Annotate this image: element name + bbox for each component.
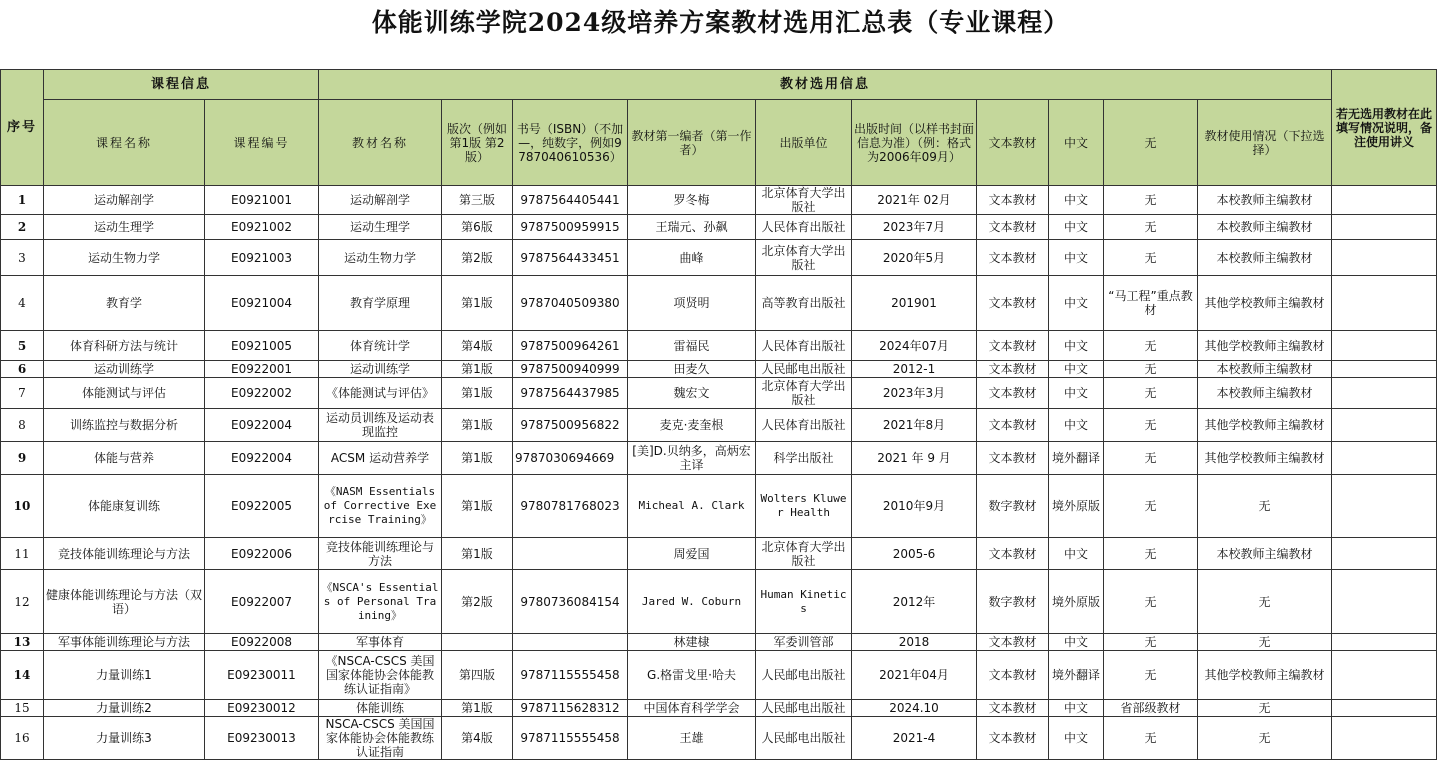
edition-cell bbox=[442, 634, 513, 651]
note-cell bbox=[1332, 475, 1437, 538]
level-cell: 无 bbox=[1104, 570, 1198, 634]
textbook-name-cell: 教育学原理 bbox=[319, 276, 442, 331]
course-code-cell: E0922006 bbox=[205, 538, 319, 570]
isbn-cell: 9780781768023 bbox=[513, 475, 628, 538]
seq-cell: 7 bbox=[1, 378, 44, 409]
text-type-cell: 文本教材 bbox=[977, 442, 1049, 475]
isbn-cell: 9787500956822 bbox=[513, 409, 628, 442]
table-row bbox=[1, 634, 1437, 651]
pub-date-cell: 2018 bbox=[852, 634, 977, 651]
level-cell: 无 bbox=[1104, 442, 1198, 475]
usage-cell: 本校教师主编教材 bbox=[1198, 361, 1332, 378]
course-name-cell: 力量训练2 bbox=[44, 700, 205, 717]
edition-cell: 第2版 bbox=[442, 240, 513, 276]
edition-cell: 第四版 bbox=[442, 651, 513, 700]
edition-cell: 第1版 bbox=[442, 361, 513, 378]
pub-date-cell: 2005-6 bbox=[852, 538, 977, 570]
usage-cell: 其他学校教师主编教材 bbox=[1198, 651, 1332, 700]
usage-cell: 本校教师主编教材 bbox=[1198, 538, 1332, 570]
usage-cell: 无 bbox=[1198, 570, 1332, 634]
table-row bbox=[1, 276, 1437, 331]
usage-cell: 无 bbox=[1198, 700, 1332, 717]
seq-cell: 5 bbox=[1, 331, 44, 361]
isbn-cell: 9787564437985 bbox=[513, 378, 628, 409]
text-type-cell: 文本教材 bbox=[977, 700, 1049, 717]
usage-cell: 其他学校教师主编教材 bbox=[1198, 276, 1332, 331]
note-cell bbox=[1332, 276, 1437, 331]
pub-date-cell: 2024年07月 bbox=[852, 331, 977, 361]
usage-cell: 本校教师主编教材 bbox=[1198, 215, 1332, 240]
text-type-header: 文本教材 bbox=[977, 100, 1049, 186]
usage-cell: 本校教师主编教材 bbox=[1198, 186, 1332, 215]
note-cell bbox=[1332, 186, 1437, 215]
pub-date-cell: 2010年9月 bbox=[852, 475, 977, 538]
pub-date-cell: 2012-1 bbox=[852, 361, 977, 378]
note-cell bbox=[1332, 331, 1437, 361]
level-cell: “马工程”重点教材 bbox=[1104, 276, 1198, 331]
course-name-cell: 力量训练3 bbox=[44, 717, 205, 760]
author-cell: Micheal A. Clark bbox=[628, 475, 756, 538]
text-type-cell: 数字教材 bbox=[977, 475, 1049, 538]
table-row bbox=[1, 378, 1437, 409]
publisher-cell: 军委训管部 bbox=[756, 634, 852, 651]
course-name-cell: 体能与营养 bbox=[44, 442, 205, 475]
course-code-cell: E0922004 bbox=[205, 442, 319, 475]
isbn-cell: 9787500959915 bbox=[513, 215, 628, 240]
level-cell: 无 bbox=[1104, 361, 1198, 378]
publisher-cell: 人民邮电出版社 bbox=[756, 717, 852, 760]
publisher-cell: 北京体育大学出版社 bbox=[756, 538, 852, 570]
level-cell: 无 bbox=[1104, 651, 1198, 700]
course-code-cell: E0922002 bbox=[205, 378, 319, 409]
isbn-cell: 9787115628312 bbox=[513, 700, 628, 717]
note-cell bbox=[1332, 378, 1437, 409]
publisher-cell: 人民体育出版社 bbox=[756, 409, 852, 442]
course-name-cell: 竞技体能训练理论与方法 bbox=[44, 538, 205, 570]
publisher-cell: 人民邮电出版社 bbox=[756, 700, 852, 717]
usage-header: 教材使用情况（下拉选择） bbox=[1198, 100, 1332, 186]
publisher-cell: Human Kinetics bbox=[756, 570, 852, 634]
course-code-cell: E0922008 bbox=[205, 634, 319, 651]
author-cell: G.格雷戈里·哈夫 bbox=[628, 651, 756, 700]
note-cell bbox=[1332, 651, 1437, 700]
level-cell: 无 bbox=[1104, 409, 1198, 442]
edition-cell: 第三版 bbox=[442, 186, 513, 215]
course-name-cell: 军事体能训练理论与方法 bbox=[44, 634, 205, 651]
textbook-name-cell: 运动训练学 bbox=[319, 361, 442, 378]
textbook-name-cell: 《体能测试与评估》 bbox=[319, 378, 442, 409]
textbook-name-cell: 运动生物力学 bbox=[319, 240, 442, 276]
isbn-cell bbox=[513, 634, 628, 651]
textbook-name-cell: 体育统计学 bbox=[319, 331, 442, 361]
note-cell bbox=[1332, 361, 1437, 378]
table-row bbox=[1, 570, 1437, 634]
usage-cell: 其他学校教师主编教材 bbox=[1198, 409, 1332, 442]
author-cell: Jared W. Coburn bbox=[628, 570, 756, 634]
note-cell bbox=[1332, 538, 1437, 570]
note-cell bbox=[1332, 634, 1437, 651]
level-cell: 无 bbox=[1104, 634, 1198, 651]
isbn-header: 书号（ISBN）（不加—，纯数字，例如9787040610536） bbox=[513, 100, 628, 186]
author-cell: 雷福民 bbox=[628, 331, 756, 361]
language-cell: 中文 bbox=[1049, 409, 1104, 442]
level-cell: 无 bbox=[1104, 538, 1198, 570]
text-type-cell: 文本教材 bbox=[977, 651, 1049, 700]
course-code-cell: E09230012 bbox=[205, 700, 319, 717]
course-code-cell: E0922005 bbox=[205, 475, 319, 538]
seq-cell: 6 bbox=[1, 361, 44, 378]
language-cell: 中文 bbox=[1049, 186, 1104, 215]
level-cell: 无 bbox=[1104, 331, 1198, 361]
page-title: 体能训练学院2024级培养方案教材选用汇总表（专业课程） bbox=[371, 8, 1070, 37]
publisher-cell: 人民体育出版社 bbox=[756, 331, 852, 361]
pub-date-cell: 2021年04月 bbox=[852, 651, 977, 700]
publisher-cell: 北京体育大学出版社 bbox=[756, 240, 852, 276]
isbn-cell bbox=[513, 538, 628, 570]
isbn-cell: 9787500940999 bbox=[513, 361, 628, 378]
edition-cell: 第1版 bbox=[442, 538, 513, 570]
seq-cell: 1 bbox=[1, 186, 44, 215]
edition-cell: 第1版 bbox=[442, 442, 513, 475]
text-type-cell: 数字教材 bbox=[977, 570, 1049, 634]
language-cell: 中文 bbox=[1049, 634, 1104, 651]
text-type-cell: 文本教材 bbox=[977, 215, 1049, 240]
pub-date-cell: 2023年3月 bbox=[852, 378, 977, 409]
level-header: 无 bbox=[1104, 100, 1198, 186]
language-cell: 中文 bbox=[1049, 276, 1104, 331]
note-cell bbox=[1332, 215, 1437, 240]
table-row bbox=[1, 331, 1437, 361]
textbook-name-header: 教材名称 bbox=[319, 100, 442, 186]
level-cell: 无 bbox=[1104, 378, 1198, 409]
course-code-cell: E09230013 bbox=[205, 717, 319, 760]
text-type-cell: 文本教材 bbox=[977, 240, 1049, 276]
text-type-cell: 文本教材 bbox=[977, 538, 1049, 570]
language-header: 中文 bbox=[1049, 100, 1104, 186]
course-name-cell: 体能测试与评估 bbox=[44, 378, 205, 409]
author-cell: 中国体育科学学会 bbox=[628, 700, 756, 717]
textbook-info-header: 教材选用信息 bbox=[319, 70, 1332, 100]
language-cell: 中文 bbox=[1049, 240, 1104, 276]
usage-cell: 其他学校教师主编教材 bbox=[1198, 331, 1332, 361]
edition-cell: 第1版 bbox=[442, 276, 513, 331]
edition-header: 版次（例如第1版 第2版） bbox=[442, 100, 513, 186]
textbook-name-cell: 《NASM Essentials of Corrective Exercise Training》 bbox=[319, 475, 442, 538]
course-name-cell: 健康体能训练理论与方法（双语） bbox=[44, 570, 205, 634]
seq-cell: 3 bbox=[1, 240, 44, 276]
usage-cell: 其他学校教师主编教材 bbox=[1198, 442, 1332, 475]
course-code-cell: E0921004 bbox=[205, 276, 319, 331]
course-name-cell: 运动解剖学 bbox=[44, 186, 205, 215]
course-code-header: 课程编号 bbox=[205, 100, 319, 186]
course-code-cell: E0922001 bbox=[205, 361, 319, 378]
publisher-header: 出版单位 bbox=[756, 100, 852, 186]
usage-cell: 本校教师主编教材 bbox=[1198, 240, 1332, 276]
language-cell: 中文 bbox=[1049, 331, 1104, 361]
pub-date-cell: 2024.10 bbox=[852, 700, 977, 717]
table-row bbox=[1, 475, 1437, 538]
edition-cell: 第1版 bbox=[442, 475, 513, 538]
language-cell: 中文 bbox=[1049, 538, 1104, 570]
course-name-cell: 体育科研方法与统计 bbox=[44, 331, 205, 361]
course-name-cell: 运动训练学 bbox=[44, 361, 205, 378]
textbook-name-cell: NSCA-CSCS 美国国家体能协会体能教练认证指南 bbox=[319, 717, 442, 760]
edition-cell: 第1版 bbox=[442, 378, 513, 409]
text-type-cell: 文本教材 bbox=[977, 378, 1049, 409]
level-cell: 无 bbox=[1104, 475, 1198, 538]
language-cell: 中文 bbox=[1049, 215, 1104, 240]
textbook-name-cell: 体能训练 bbox=[319, 700, 442, 717]
publisher-cell: 人民邮电出版社 bbox=[756, 651, 852, 700]
pub-date-header: 出版时间（以样书封面信息为准）（例：格式为2006年09月） bbox=[852, 100, 977, 186]
note-cell bbox=[1332, 240, 1437, 276]
pub-date-cell: 2021-4 bbox=[852, 717, 977, 760]
author-cell: 周爱国 bbox=[628, 538, 756, 570]
language-cell: 境外原版 bbox=[1049, 475, 1104, 538]
note-cell bbox=[1332, 442, 1437, 475]
author-cell: 魏宏文 bbox=[628, 378, 756, 409]
textbook-name-cell: ACSM 运动营养学 bbox=[319, 442, 442, 475]
seq-cell: 12 bbox=[1, 570, 44, 634]
isbn-cell: 9787564405441 bbox=[513, 186, 628, 215]
edition-cell: 第4版 bbox=[442, 331, 513, 361]
textbook-name-cell: 竞技体能训练理论与方法 bbox=[319, 538, 442, 570]
language-cell: 中文 bbox=[1049, 378, 1104, 409]
seq-cell: 8 bbox=[1, 409, 44, 442]
textbook-name-cell: 运动员训练及运动表现监控 bbox=[319, 409, 442, 442]
header-row-groups bbox=[1, 70, 1437, 100]
text-type-cell: 文本教材 bbox=[977, 361, 1049, 378]
author-cell: 麦克·麦奎根 bbox=[628, 409, 756, 442]
author-cell: 王雄 bbox=[628, 717, 756, 760]
publisher-cell: 人民体育出版社 bbox=[756, 215, 852, 240]
language-cell: 中文 bbox=[1049, 717, 1104, 760]
usage-cell: 无 bbox=[1198, 634, 1332, 651]
author-cell: 曲峰 bbox=[628, 240, 756, 276]
edition-cell: 第1版 bbox=[442, 409, 513, 442]
textbook-name-cell: 运动解剖学 bbox=[319, 186, 442, 215]
table-row bbox=[1, 538, 1437, 570]
table-row bbox=[1, 717, 1437, 760]
table-row bbox=[1, 409, 1437, 442]
isbn-cell: 9787115555458 bbox=[513, 717, 628, 760]
course-name-cell: 力量训练1 bbox=[44, 651, 205, 700]
pub-date-cell: 2021年 02月 bbox=[852, 186, 977, 215]
publisher-cell: 科学出版社 bbox=[756, 442, 852, 475]
isbn-cell: 9780736084154 bbox=[513, 570, 628, 634]
textbook-table bbox=[0, 69, 1437, 760]
course-code-cell: E0921001 bbox=[205, 186, 319, 215]
seq-cell: 9 bbox=[1, 442, 44, 475]
text-type-cell: 文本教材 bbox=[977, 634, 1049, 651]
course-name-cell: 运动生理学 bbox=[44, 215, 205, 240]
course-name-cell: 教育学 bbox=[44, 276, 205, 331]
pub-date-cell: 2020年5月 bbox=[852, 240, 977, 276]
course-name-header: 课程名称 bbox=[44, 100, 205, 186]
edition-cell: 第1版 bbox=[442, 700, 513, 717]
table-row bbox=[1, 442, 1437, 475]
textbook-name-cell: 《NSCA's Essentials of Personal Training》 bbox=[319, 570, 442, 634]
course-code-cell: E0921003 bbox=[205, 240, 319, 276]
table-row bbox=[1, 215, 1437, 240]
publisher-cell: 北京体育大学出版社 bbox=[756, 378, 852, 409]
text-type-cell: 文本教材 bbox=[977, 717, 1049, 760]
usage-cell: 本校教师主编教材 bbox=[1198, 378, 1332, 409]
textbook-name-cell: 运动生理学 bbox=[319, 215, 442, 240]
table-row bbox=[1, 186, 1437, 215]
isbn-cell: 9787030694669 bbox=[513, 442, 628, 475]
note-cell bbox=[1332, 717, 1437, 760]
seq-cell: 14 bbox=[1, 651, 44, 700]
textbook-name-cell: 《NSCA-CSCS 美国国家体能协会体能教练认证指南》 bbox=[319, 651, 442, 700]
seq-header: 序号 bbox=[1, 70, 44, 186]
course-name-cell: 训练监控与数据分析 bbox=[44, 409, 205, 442]
language-cell: 中文 bbox=[1049, 361, 1104, 378]
course-code-cell: E0921002 bbox=[205, 215, 319, 240]
level-cell: 无 bbox=[1104, 215, 1198, 240]
header-row-columns bbox=[1, 100, 1437, 186]
note-header: 若无选用教材在此填写情况说明，备注使用讲义 bbox=[1332, 70, 1437, 186]
text-type-cell: 文本教材 bbox=[977, 409, 1049, 442]
course-info-header: 课程信息 bbox=[44, 70, 319, 100]
course-code-cell: E0922007 bbox=[205, 570, 319, 634]
course-code-cell: E0922004 bbox=[205, 409, 319, 442]
usage-cell: 无 bbox=[1198, 717, 1332, 760]
edition-cell: 第2版 bbox=[442, 570, 513, 634]
pub-date-cell: 201901 bbox=[852, 276, 977, 331]
course-code-cell: E0921005 bbox=[205, 331, 319, 361]
seq-cell: 2 bbox=[1, 215, 44, 240]
seq-cell: 4 bbox=[1, 276, 44, 331]
language-cell: 境外翻译 bbox=[1049, 442, 1104, 475]
table-row bbox=[1, 240, 1437, 276]
edition-cell: 第6版 bbox=[442, 215, 513, 240]
isbn-cell: 9787040509380 bbox=[513, 276, 628, 331]
pub-date-cell: 2012年 bbox=[852, 570, 977, 634]
note-cell bbox=[1332, 570, 1437, 634]
publisher-cell: Wolters Kluwer Health bbox=[756, 475, 852, 538]
course-name-cell: 体能康复训练 bbox=[44, 475, 205, 538]
edition-cell: 第4版 bbox=[442, 717, 513, 760]
text-type-cell: 文本教材 bbox=[977, 276, 1049, 331]
author-cell: [美]D.贝纳多，高炳宏主译 bbox=[628, 442, 756, 475]
table-row bbox=[1, 651, 1437, 700]
author-cell: 罗冬梅 bbox=[628, 186, 756, 215]
level-cell: 无 bbox=[1104, 717, 1198, 760]
pub-date-cell: 2021 年 9 月 bbox=[852, 442, 977, 475]
course-code-cell: E09230011 bbox=[205, 651, 319, 700]
author-cell: 田麦久 bbox=[628, 361, 756, 378]
seq-cell: 13 bbox=[1, 634, 44, 651]
table-row bbox=[1, 361, 1437, 378]
publisher-cell: 人民邮电出版社 bbox=[756, 361, 852, 378]
level-cell: 无 bbox=[1104, 240, 1198, 276]
language-cell: 境外原版 bbox=[1049, 570, 1104, 634]
seq-cell: 15 bbox=[1, 700, 44, 717]
pub-date-cell: 2023年7月 bbox=[852, 215, 977, 240]
course-name-cell: 运动生物力学 bbox=[44, 240, 205, 276]
seq-cell: 16 bbox=[1, 717, 44, 760]
text-type-cell: 文本教材 bbox=[977, 331, 1049, 361]
publisher-cell: 北京体育大学出版社 bbox=[756, 186, 852, 215]
isbn-cell: 9787500964261 bbox=[513, 331, 628, 361]
level-cell: 省部级教材 bbox=[1104, 700, 1198, 717]
note-cell bbox=[1332, 409, 1437, 442]
level-cell: 无 bbox=[1104, 186, 1198, 215]
usage-cell: 无 bbox=[1198, 475, 1332, 538]
note-cell bbox=[1332, 700, 1437, 717]
isbn-cell: 9787115555458 bbox=[513, 651, 628, 700]
author-cell: 王瑞元、孙飙 bbox=[628, 215, 756, 240]
publisher-cell: 高等教育出版社 bbox=[756, 276, 852, 331]
seq-cell: 11 bbox=[1, 538, 44, 570]
pub-date-cell: 2021年8月 bbox=[852, 409, 977, 442]
language-cell: 中文 bbox=[1049, 700, 1104, 717]
author-cell: 项贤明 bbox=[628, 276, 756, 331]
author-header: 教材第一编者（第一作者） bbox=[628, 100, 756, 186]
author-cell: 林建棣 bbox=[628, 634, 756, 651]
textbook-name-cell: 军事体育 bbox=[319, 634, 442, 651]
isbn-cell: 9787564433451 bbox=[513, 240, 628, 276]
language-cell: 境外翻译 bbox=[1049, 651, 1104, 700]
seq-cell: 10 bbox=[1, 475, 44, 538]
text-type-cell: 文本教材 bbox=[977, 186, 1049, 215]
table-row bbox=[1, 700, 1437, 717]
